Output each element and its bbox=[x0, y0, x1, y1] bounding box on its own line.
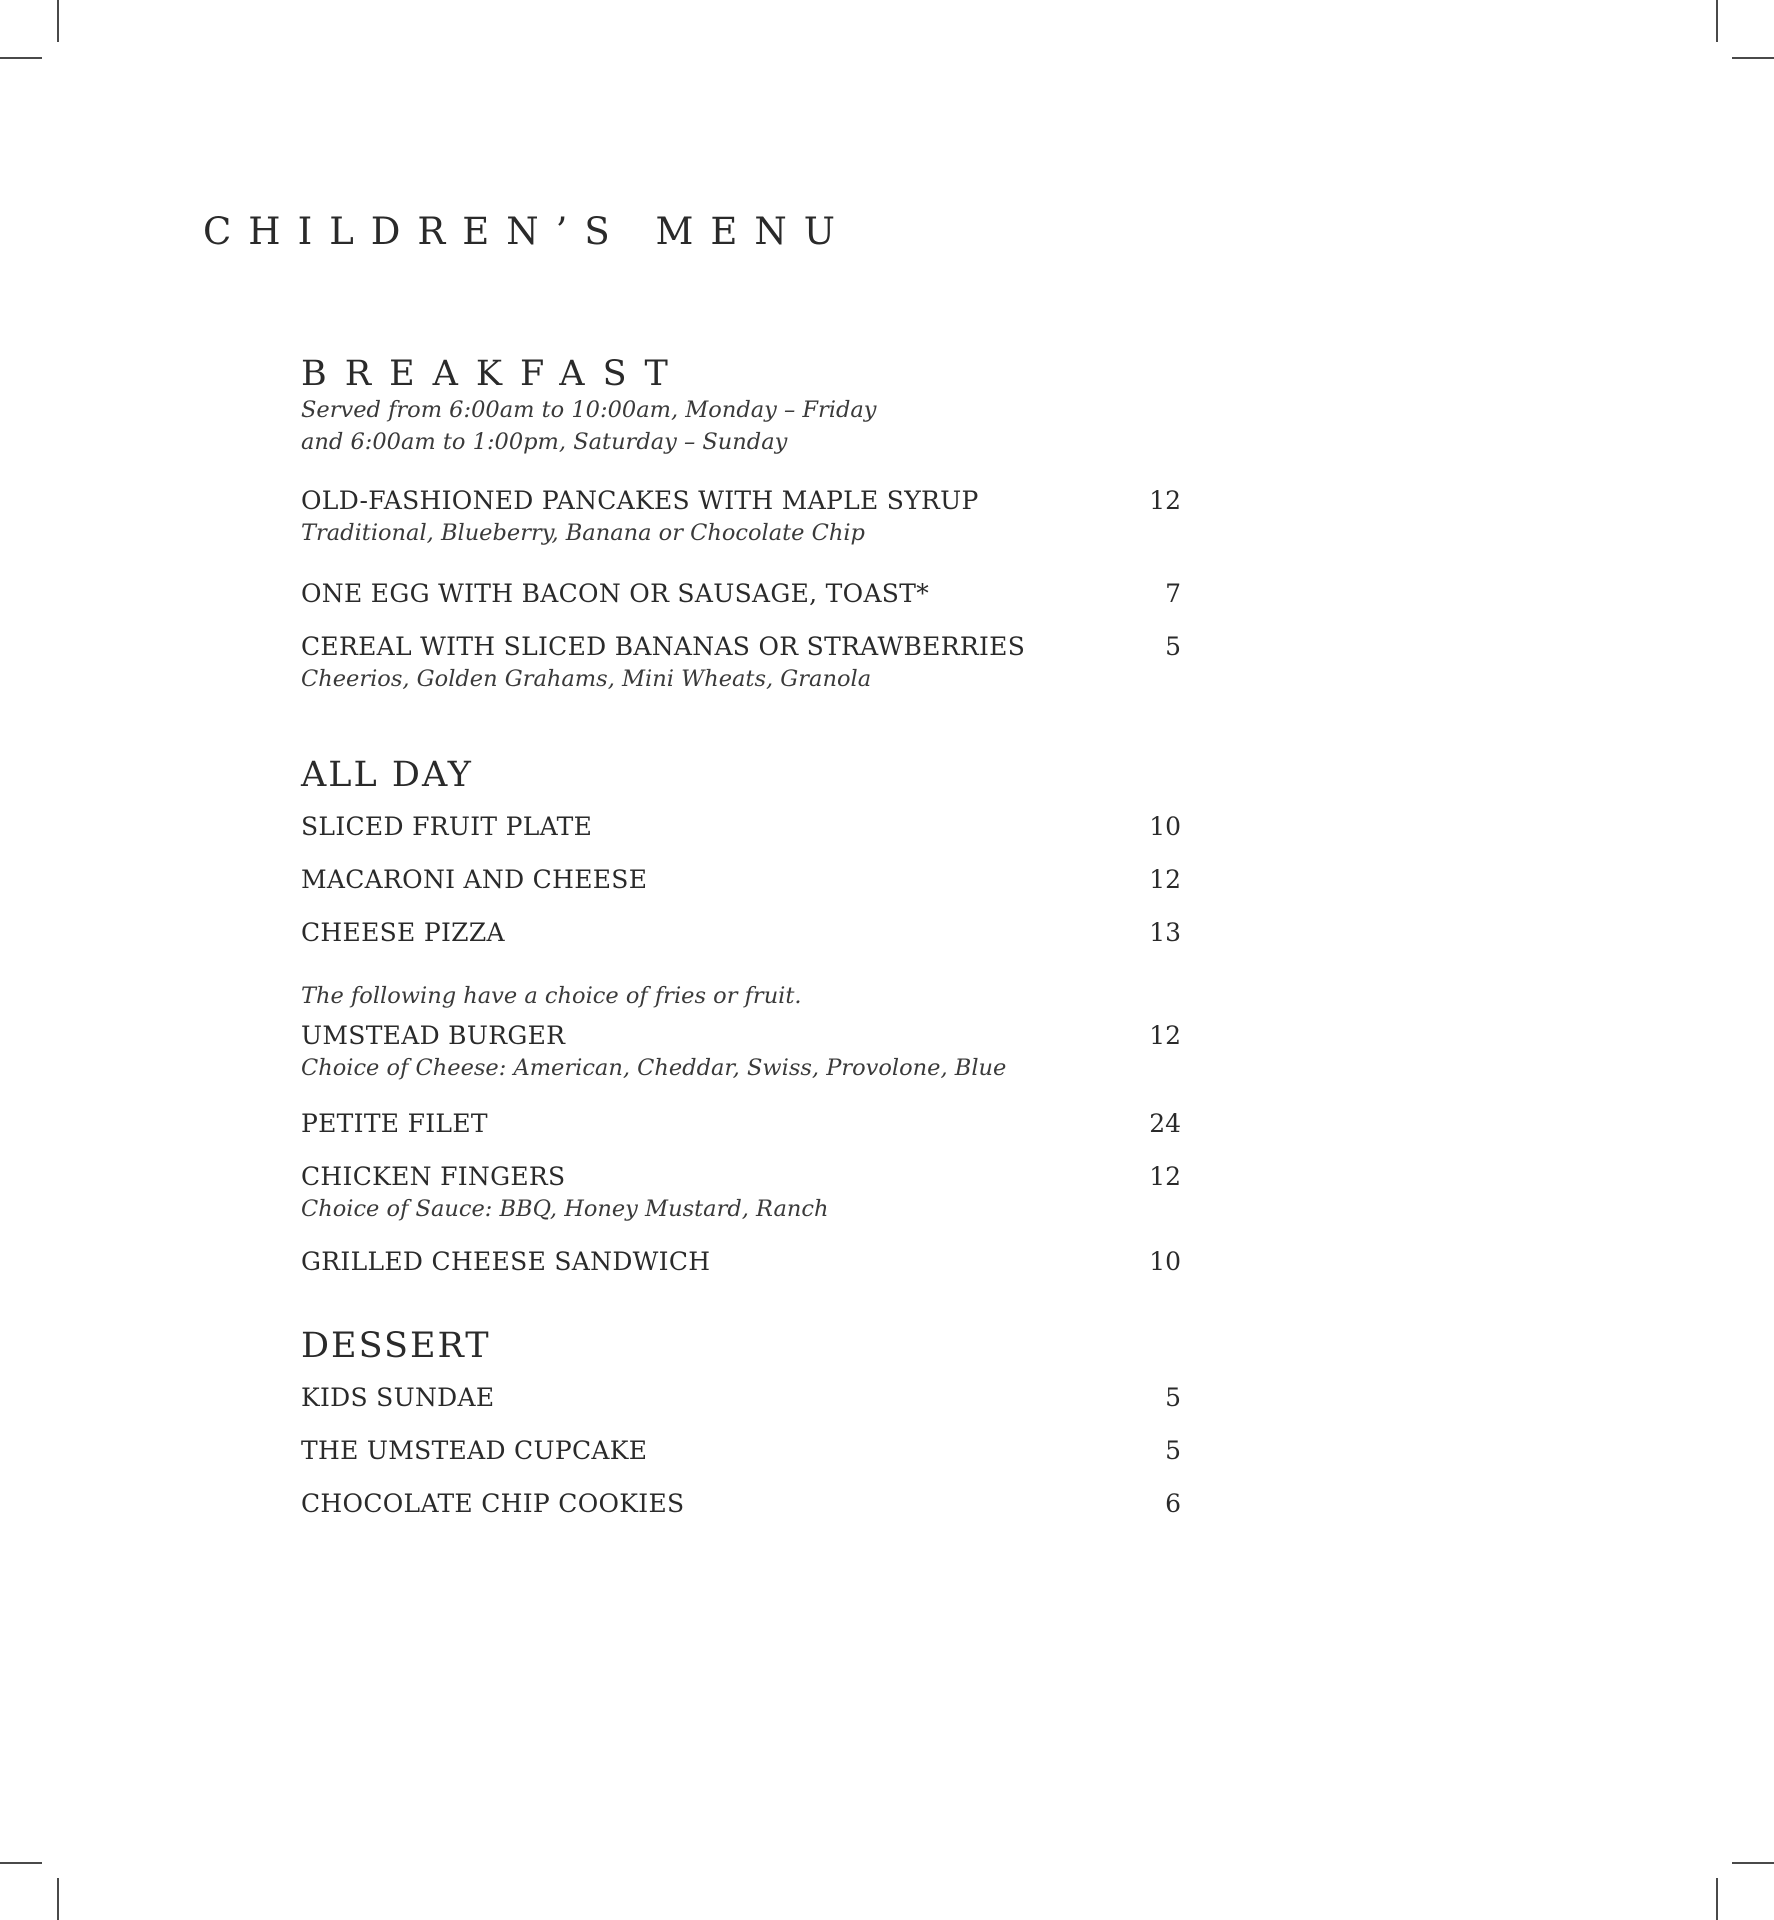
item-price: 24 bbox=[1149, 1109, 1181, 1138]
item-name: GRILLED CHEESE SANDWICH bbox=[301, 1247, 711, 1276]
menu-item bbox=[301, 1434, 1181, 1468]
item-name: THE UMSTEAD CUPCAKE bbox=[301, 1436, 648, 1465]
breakfast-section bbox=[301, 354, 1181, 458]
crop-mark bbox=[0, 1862, 42, 1864]
crop-mark bbox=[1716, 0, 1718, 42]
item-price: 13 bbox=[1149, 918, 1181, 947]
all-day-section bbox=[301, 755, 1181, 795]
menu-item bbox=[301, 484, 1181, 548]
item-description: Traditional, Blueberry, Banana or Chocolate Chip bbox=[301, 520, 865, 546]
item-price: 12 bbox=[1149, 1162, 1181, 1191]
crop-mark bbox=[1732, 57, 1774, 59]
section-note: Served from 6:00am to 10:00am, Monday – Friday bbox=[301, 397, 877, 423]
item-name: CHICKEN FINGERS bbox=[301, 1162, 566, 1191]
choice-note-text: The following have a choice of fries or fruit. bbox=[301, 983, 802, 1009]
item-price: 6 bbox=[1165, 1489, 1181, 1518]
item-price: 10 bbox=[1149, 1247, 1181, 1276]
menu-item bbox=[301, 1019, 1181, 1083]
section-title: ALL DAY bbox=[301, 755, 473, 795]
item-name: KIDS SUNDAE bbox=[301, 1383, 495, 1412]
section-title: DESSERT bbox=[301, 1326, 491, 1366]
item-description: Choice of Cheese: American, Cheddar, Swiss, Provolone, Blue bbox=[301, 1055, 1007, 1081]
menu-item bbox=[301, 810, 1181, 844]
item-name: CHEESE PIZZA bbox=[301, 918, 505, 947]
choice-note bbox=[301, 980, 1181, 1012]
item-name: MACARONI AND CHEESE bbox=[301, 865, 648, 894]
item-description: Choice of Sauce: BBQ, Honey Mustard, Ranch bbox=[301, 1196, 829, 1222]
menu-item bbox=[301, 1381, 1181, 1415]
menu-item bbox=[301, 630, 1181, 694]
crop-mark bbox=[57, 0, 59, 42]
item-name: UMSTEAD BURGER bbox=[301, 1021, 566, 1050]
page-title: CHILDREN’S MENU bbox=[203, 210, 852, 253]
item-price: 10 bbox=[1149, 812, 1181, 841]
item-price: 7 bbox=[1165, 579, 1181, 608]
menu-item bbox=[301, 1107, 1181, 1141]
section-title: BREAKFAST bbox=[301, 354, 686, 394]
item-price: 12 bbox=[1149, 1021, 1181, 1050]
dessert-section bbox=[301, 1326, 1181, 1366]
menu-item bbox=[301, 1160, 1181, 1224]
crop-mark bbox=[0, 57, 42, 59]
item-name: SLICED FRUIT PLATE bbox=[301, 812, 593, 841]
crop-mark bbox=[57, 1878, 59, 1920]
menu-item bbox=[301, 1245, 1181, 1279]
item-description: Cheerios, Golden Grahams, Mini Wheats, Granola bbox=[301, 666, 872, 692]
section-note: and 6:00am to 1:00pm, Saturday – Sunday bbox=[301, 429, 788, 455]
item-price: 12 bbox=[1149, 486, 1181, 515]
item-name: ONE EGG WITH BACON OR SAUSAGE, TOAST* bbox=[301, 579, 930, 608]
menu-item bbox=[301, 916, 1181, 950]
item-name: CHOCOLATE CHIP COOKIES bbox=[301, 1489, 685, 1518]
menu-item bbox=[301, 1487, 1181, 1521]
item-name: OLD-FASHIONED PANCAKES WITH MAPLE SYRUP bbox=[301, 486, 979, 515]
menu-item bbox=[301, 863, 1181, 897]
item-price: 5 bbox=[1165, 1383, 1181, 1412]
crop-mark bbox=[1732, 1862, 1774, 1864]
crop-mark bbox=[1716, 1878, 1718, 1920]
item-price: 12 bbox=[1149, 865, 1181, 894]
menu-item bbox=[301, 577, 1181, 611]
item-name: PETITE FILET bbox=[301, 1109, 488, 1138]
item-name: CEREAL WITH SLICED BANANAS OR STRAWBERRIES bbox=[301, 632, 1026, 661]
item-price: 5 bbox=[1165, 632, 1181, 661]
item-price: 5 bbox=[1165, 1436, 1181, 1465]
